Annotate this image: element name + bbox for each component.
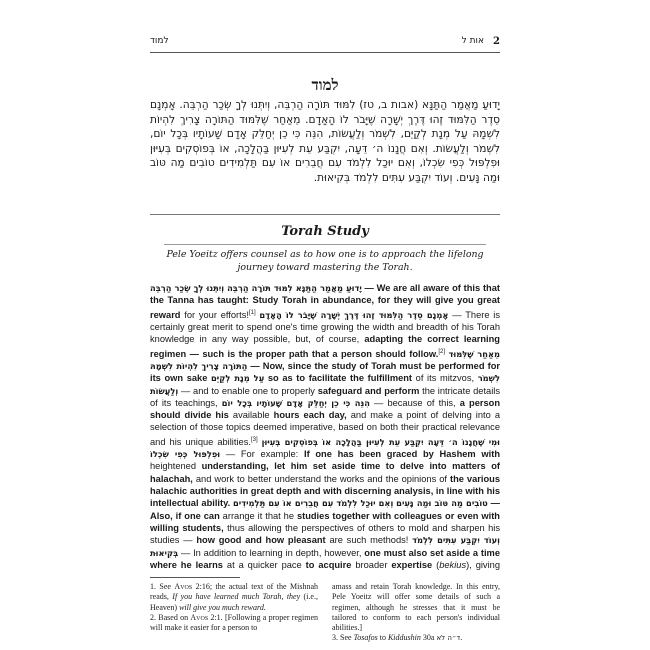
- bold-run: to acquire: [305, 559, 352, 570]
- footnote: [332, 582, 500, 633]
- text-run: and work to better understand the works and the opinions of: [192, 473, 450, 484]
- text-run: to: [377, 633, 388, 643]
- italic-run: If you have learned much Torah, they: [172, 592, 301, 602]
- footnotes-right-column: [332, 582, 500, 644]
- text-run: 3. See: [332, 633, 354, 643]
- footnotes-left-column: [150, 582, 318, 633]
- section-rule: [150, 214, 500, 215]
- hebrew-citation: ד״ה לא: [436, 634, 461, 643]
- text-run: ), giving: [466, 559, 500, 570]
- text-run: — because of this,: [369, 397, 460, 408]
- text-run: amass and retain Torah knowledge. In this entry, Pele Yoeitz will offer some details of such a regimen, although he stresses that it must be tailored to conform to each person's individual abilities.]: [332, 582, 500, 633]
- bold-run: safeguard and perform: [317, 385, 420, 396]
- hebrew-citation: אָמְנָם סֵדֶר הַלִּמּוּד זֶהוּ דֶּרֶךְ יְשָׁרָה שֶׁיָּבֹר לוֹ הָאָדָם: [259, 309, 449, 320]
- bold-run: adapting the correct learning regimen — such is the proper path that a person should follow.: [150, 334, 500, 359]
- footnote-ref: [3]: [250, 436, 258, 443]
- bold-run: the various halachic authorities in great depth and with discerning analysis, in line with his intellectual ability.: [150, 473, 500, 509]
- bold-run: understanding, let him set aside time to delve into matters of halachah,: [150, 461, 500, 484]
- hebrew-citation: עַל מְנָת לְקַיֵּם: [211, 373, 265, 384]
- hebrew-citation: וְעוֹד יִקְבַּע עִתִּים לִלְמֹד בְּקִיאוּת: [150, 535, 500, 558]
- bold-run: so as to facilitate the fulfillment: [264, 373, 413, 384]
- text-run: 1. See: [150, 582, 175, 591]
- hebrew-citation: לִשְׁמֹר וְלַעֲשׂוֹת: [150, 373, 500, 396]
- hebrew-citation: וּמִי שֶׁחֲנָנוֹ ה׳ דֵּעָה יִקְבַּע עֵת לְעִיּוּן בַּהֲלָכָה אוֹ בְּפוֹסְקִים בְּעִיּוּן וּפִלְפּוּל כְּפִי שִׂכְלוֹ: [150, 436, 500, 460]
- source-name: Avos: [174, 582, 193, 591]
- bold-run: If one has been graced by Hashem with: [303, 449, 500, 460]
- hebrew-citation: הִנֵּה כִּי כֵן יְחַלֵּק אָדָם שָׁעוֹתָיו בְּכָל יוֹם: [221, 397, 370, 408]
- intro-summary: Pele Yoeitz offers counsel as to how one is to approach the lifelong journey toward mastering the Torah.: [164, 244, 486, 274]
- text-run: of its mitzvos,: [412, 373, 478, 384]
- text-run: .: [460, 633, 463, 643]
- bold-run: — We are all aware of this that the Tanna has taught: Study Torah in abundance, for they will give you great reward: [150, 283, 500, 320]
- bold-run: hours each day,: [273, 410, 347, 421]
- text-run: (i.e., Heaven): [150, 592, 318, 612]
- hebrew-text: יָדוּעַ מַאֲמַר הַתַּנָּא (אבות ב, טז) לִמּוּד תּוֹרָה הַרְבֵּה, וְיִתְּנוּ לְךָ שְׂכַר הַרְבֵּה. אָמְנָם סֵדֶר הַלִּמּוּד זֶהוּ דֶּרֶךְ יְשָׁרָה שֶׁיָּבֹר לוֹ הָאָדָם. מֵאַחַר שֶׁלִּמּוּד הַתּוֹרָה צָרִיךְ לִהְיוֹת לִשְׁמָהּ עַל מְנָת לְקַיֵּם, לִשְׁמֹר וְלַעֲשׂוֹת, הִנֵּה כִּי כֵן יְחַלֵּק אָדָם שָׁעוֹתָיו בְּכָל יוֹם, לִשְׁמֹר וְלַעֲשׂוֹת. וְאִם חֲנָנוֹ ה׳ דֵּעָה, יִקְבַּע עֵת לְעִיּוּן בַּהֲלָכָה, אוֹ בְּפוֹסְקִים בְּעִיּוּן וּפִלְפּוּל כְּפִי שִׂכְלוֹ, וְאִם יוּכַל לִלְמֹד עִם חֲבֵרִים אוֹ עִם תַּלְמִידִים טוֹבִים מַה טּוֹב וּמַה נָּעִים. וְעוֹד יִקְבַּע עִתִּים לִלְמֹד בְּקִיאוּת.: [150, 99, 500, 184]
- bold-run: how good and how pleasant: [196, 535, 326, 546]
- bold-run: — Also, if one can: [150, 498, 500, 521]
- book-page: [150, 28, 500, 643]
- text-run: 30a: [420, 633, 437, 643]
- italic-run: Kiddushin: [387, 633, 421, 643]
- page-number: 2: [493, 36, 500, 47]
- text-run: heightened: [150, 461, 202, 472]
- text-run: — There is certainly great merit to spend one's time growing the width and breadth of his Torah knowledge in any way possible, but, of course,: [150, 309, 500, 345]
- running-head-letter: אות ל: [461, 36, 484, 46]
- hebrew-citation: יָדוּעַ מַאֲמַר הַתַּנָּא לִמּוּד תּוֹרָה הַרְבֵּה וְיִתְּנוּ לְךָ שְׂכַר הַרְבֵּה: [150, 283, 362, 293]
- text-run: are such methods!: [325, 535, 413, 546]
- italic-run: Tosafos: [353, 633, 378, 643]
- bold-run: a person should divide his: [150, 397, 500, 421]
- text-run: 2. Based on: [150, 612, 191, 622]
- italic-run: will give you much reward.: [179, 602, 266, 612]
- text-run: arrange it that he: [219, 510, 297, 521]
- hebrew-citation: וְאִם יוּכַל לִלְמֹד עִם חֲבֵרִים אוֹ עִם תַּלְמִידִים: [233, 498, 394, 509]
- text-run: — and to enable one to properly: [178, 385, 318, 396]
- italic-run: bekius: [439, 559, 467, 570]
- hebrew-title: למוד: [311, 76, 339, 94]
- source-name: Avos: [190, 612, 209, 622]
- text-run: the intricate details of its teachings,: [150, 385, 500, 408]
- bold-run: — Now, since the study of Torah must be performed for its own sake: [150, 360, 500, 384]
- footnote: [332, 633, 500, 643]
- english-title: Torah Study: [281, 224, 369, 239]
- footnote-rule: [150, 577, 240, 578]
- header-rule: [150, 52, 500, 53]
- footnote: [150, 582, 318, 613]
- text-run: broader: [351, 559, 392, 570]
- bold-run: studies together with colleagues or even with willing students,: [150, 510, 500, 533]
- commentary-body: [150, 282, 500, 572]
- bold-run: one must also set aside a time where he learns: [150, 547, 500, 570]
- text-run: available: [228, 410, 274, 421]
- text-run: 2:16; the actual text of the Mishnah reads,: [150, 582, 318, 602]
- text-run: thus allowing the perspectives of others to mold and sharpen his studies —: [150, 522, 500, 546]
- running-head-chapter: למוד: [150, 36, 169, 46]
- text-run: — In addition to learning in depth, however,: [178, 547, 365, 558]
- hebrew-citation: מֵאַחַר שֶׁלִּמּוּד הַתּוֹרָה צָרִיךְ לִהְיוֹת לִשְׁמָהּ: [150, 348, 500, 371]
- text-run: — For example:: [220, 449, 304, 460]
- hebrew-citation: טוֹבִים מַה טּוֹב וּמַה נָּעִים: [396, 498, 488, 509]
- running-head: [150, 36, 500, 50]
- bold-run: expertise: [391, 559, 433, 570]
- text-run: for your efforts!: [180, 309, 249, 320]
- footnote-ref: [1]: [248, 309, 256, 316]
- text-run: (: [432, 559, 440, 570]
- text-run: 2:1. [Following a proper regimen will make it easier for a person to: [150, 612, 318, 633]
- footnote-ref: [2]: [438, 348, 446, 355]
- text-run: at a quicker pace: [222, 559, 306, 570]
- text-run: and make a point of delving into a selection of those topics deemed imperative, based on both their practical relevance and his unique abilities.: [150, 410, 500, 447]
- footnote: [150, 613, 318, 634]
